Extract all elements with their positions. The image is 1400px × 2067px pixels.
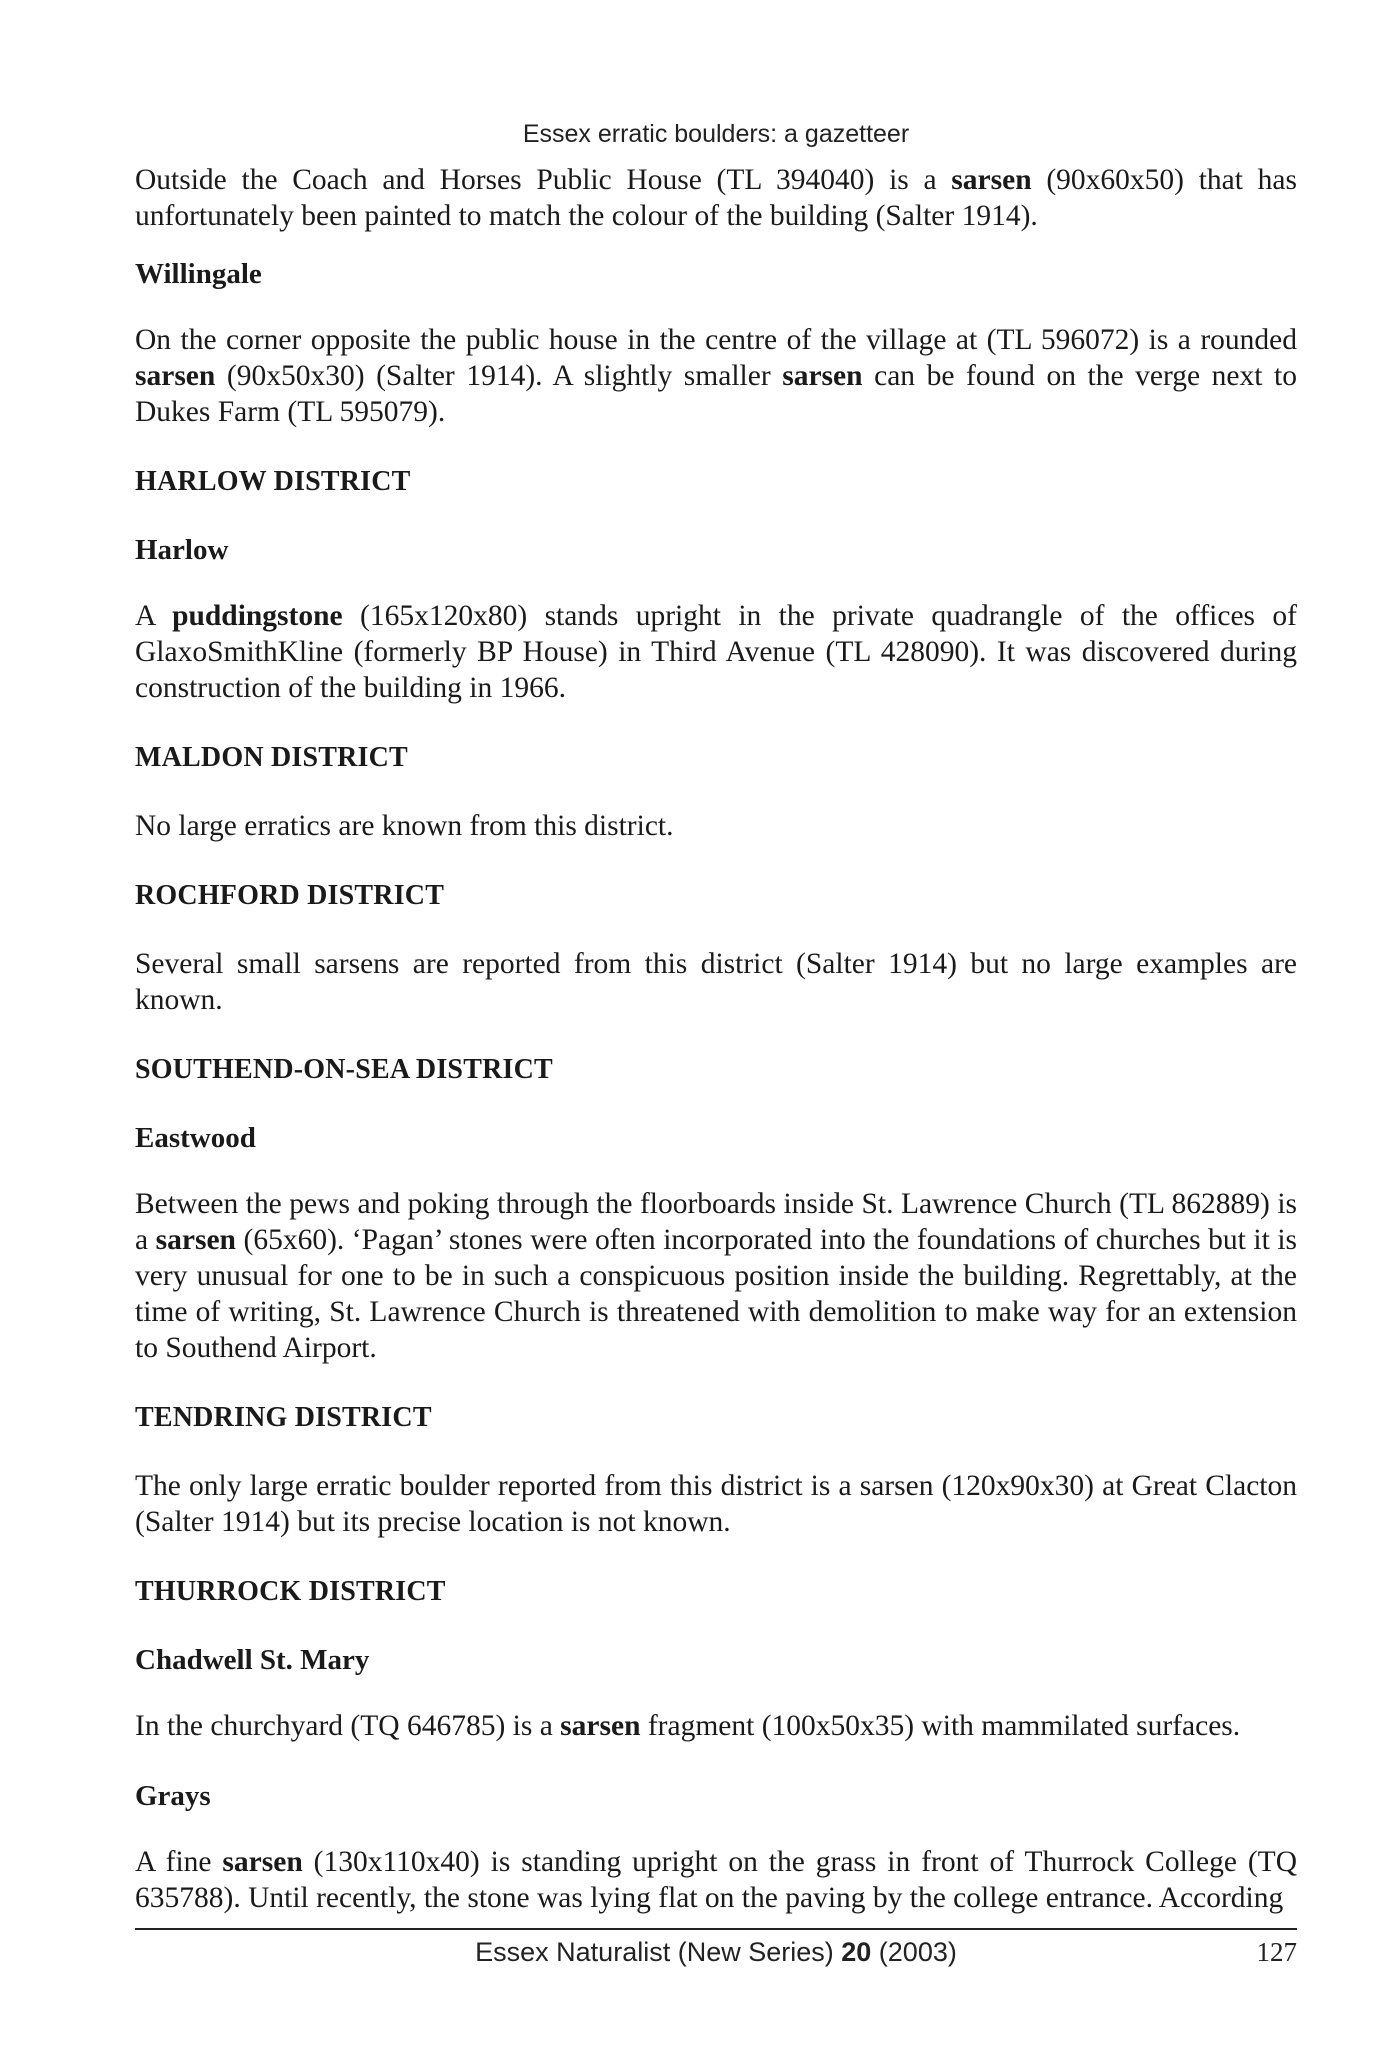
- rock-type: sarsen: [155, 1224, 236, 1256]
- place-heading-eastwood: Eastwood: [135, 1122, 256, 1154]
- paragraph-coach-and-horses: Outside the Coach and Horses Public House (TL 394040) is a sarsen (90x60x50) that has unfortunately been painted to match the colour of the building (Salter 1914).: [135, 164, 1297, 232]
- footer-rule: [135, 1928, 1297, 1930]
- rock-type: sarsen: [222, 1846, 303, 1878]
- page-number: 127: [1256, 1937, 1297, 1967]
- rock-type: sarsen: [135, 360, 216, 392]
- district-heading-harlow: HARLOW DISTRICT: [135, 466, 411, 497]
- journal-citation: Essex Naturalist (New Series) 20 (2003): [475, 1937, 957, 1967]
- volume-number: 20: [841, 1937, 872, 1967]
- rock-type: sarsen: [560, 1710, 641, 1742]
- district-heading-maldon: MALDON DISTRICT: [135, 742, 408, 773]
- district-heading-tendring: TENDRING DISTRICT: [135, 1402, 432, 1433]
- page-footer: [135, 1937, 1297, 1977]
- paragraph-willingale: On the corner opposite the public house in the centre of the village at (TL 596072) is a rounded sarsen (90x50x30) (Salter 1914). A slightly smaller sarsen can be found on the verge next to Dukes Farm (TL 595079).: [135, 324, 1297, 428]
- paragraph-grays: A fine sarsen (130x110x40) is standing upright on the grass in front of Thurrock College (TQ 635788). Until recently, the stone was lying flat on the paving by the college entrance. According: [135, 1846, 1297, 1914]
- document-page: [135, 0, 1297, 2067]
- rock-type: puddingstone: [172, 600, 343, 632]
- rock-type: sarsen: [951, 164, 1032, 196]
- place-heading-grays: Grays: [135, 1780, 211, 1812]
- district-heading-rochford: ROCHFORD DISTRICT: [135, 880, 445, 911]
- paragraph-maldon: No large erratics are known from this district.: [135, 810, 674, 842]
- district-heading-thurrock: THURROCK DISTRICT: [135, 1576, 446, 1607]
- place-heading-harlow: Harlow: [135, 534, 229, 566]
- district-heading-southend: SOUTHEND-ON-SEA DISTRICT: [135, 1054, 553, 1085]
- running-head: Essex erratic boulders: a gazetteer: [522, 120, 910, 148]
- place-heading-willingale: Willingale: [135, 258, 262, 290]
- rock-type: sarsen: [782, 360, 863, 392]
- paragraph-harlow: A puddingstone (165x120x80) stands upright in the private quadrangle of the offices of GlaxoSmithKline (formerly BP House) in Third Avenue (TL 428090). It was discovered during construction of the building in 1966.: [135, 600, 1297, 704]
- paragraph-eastwood: Between the pews and poking through the floorboards inside St. Lawrence Church (TL 862889) is a sarsen (65x60). ‘Pagan’ stones were often incorporated into the foundations of churches but it is very unusual for one to be in such a conspicuous position inside the building. Regrettably, at the time of writing, St. Lawrence Church is threatened with demolition to make way for an extension to Southend Airport.: [135, 1188, 1298, 1364]
- document-body: [135, 162, 1297, 1950]
- paragraph-chadwell: In the churchyard (TQ 646785) is a sarsen fragment (100x50x35) with mammilated surfaces.: [135, 1710, 1241, 1742]
- place-heading-chadwell: Chadwell St. Mary: [135, 1644, 370, 1676]
- paragraph-rochford: Several small sarsens are reported from this district (Salter 1914) but no large examples are known.: [135, 948, 1297, 1016]
- paragraph-tendring: The only large erratic boulder reported from this district is a sarsen (120x90x30) at Great Clacton (Salter 1914) but its precise location is not known.: [135, 1470, 1297, 1538]
